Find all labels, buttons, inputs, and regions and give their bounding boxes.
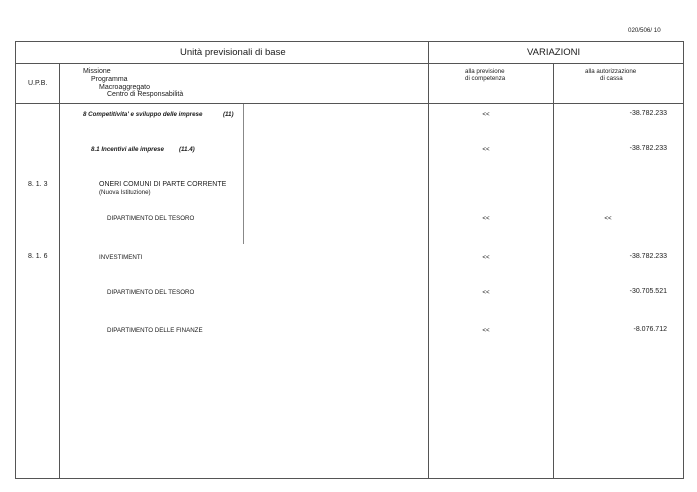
header-right-title: VARIAZIONI <box>527 47 581 58</box>
variazioni-divider <box>428 41 429 478</box>
row-6-cassa: -8.076.712 <box>633 326 667 333</box>
table-top-border <box>15 41 684 42</box>
competenza-cassa-divider <box>553 63 554 478</box>
row-0-cassa: -38.782.233 <box>629 110 667 117</box>
row-4-upb: 8. 1. 6 <box>28 253 48 260</box>
row-1-cassa: -38.782.233 <box>629 145 667 152</box>
row-0-code: (11) <box>223 111 234 118</box>
row-0-competenza: << <box>482 111 490 118</box>
row-5-title: DIPARTIMENTO DEL TESORO <box>107 289 195 296</box>
table-bottom-border <box>15 478 684 479</box>
row-1-title: 8.1 Incentivi alle imprese <box>91 146 164 153</box>
row-5-competenza: << <box>482 289 490 296</box>
upb-header: U.P.B. <box>28 80 48 87</box>
row-6-title: DIPARTIMENTO DELLE FINANZE <box>107 327 203 334</box>
left-border <box>15 41 16 478</box>
competenza-header-line2: di competenza <box>465 75 506 82</box>
cassa-header-line2: di cassa <box>600 75 623 82</box>
competenza-header-line1: alla previsione <box>465 68 505 75</box>
row-2-upb: 8. 1. 3 <box>28 181 48 188</box>
row-1-competenza: << <box>482 146 490 153</box>
row-0-title: 8 Competitivita' e sviluppo delle imprese <box>83 111 203 118</box>
row-3-competenza: << <box>482 215 490 222</box>
right-border <box>683 41 684 478</box>
row-2-note: (Nuova Istituzione) <box>99 189 151 196</box>
row-4-competenza: << <box>482 254 490 261</box>
row-6-competenza: << <box>482 327 490 334</box>
hierarchy-centro: Centro di Responsabilità <box>107 91 184 98</box>
hierarchy-programma: Programma <box>91 76 128 83</box>
hierarchy-missione: Missione <box>83 68 111 75</box>
scan-artifact-line <box>243 104 244 244</box>
row-5-cassa: -30.705.521 <box>629 288 667 295</box>
row-4-cassa: -38.782.233 <box>629 253 667 260</box>
row-4-title: INVESTIMENTI <box>99 254 143 261</box>
row-3-cassa: << <box>604 215 612 222</box>
header-left-title: Unità previsionali di base <box>180 47 286 58</box>
header-mid-divider <box>15 63 684 64</box>
row-3-title: DIPARTIMENTO DEL TESORO <box>107 215 195 222</box>
upb-column-divider <box>59 63 60 478</box>
row-1-code: (11.4) <box>179 146 195 153</box>
cassa-header-line1: alla autorizzazione <box>585 68 637 75</box>
hierarchy-macroaggregato: Macroaggregato <box>99 84 150 91</box>
row-2-title: ONERI COMUNI DI PARTE CORRENTE <box>99 181 227 188</box>
page-reference: 020/506/ 10 <box>628 27 661 34</box>
header-bottom-divider <box>15 103 684 104</box>
